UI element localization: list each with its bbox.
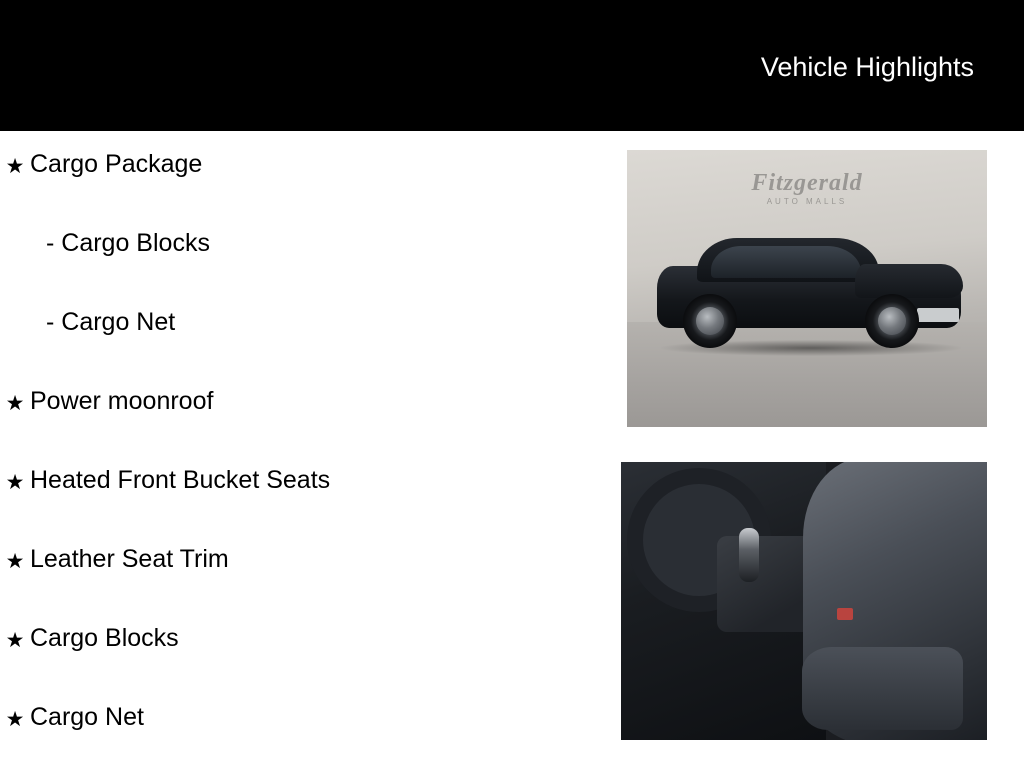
vehicle-illustration <box>649 232 969 357</box>
vehicle-wheel-front <box>865 294 919 348</box>
vehicle-exterior-photo <box>627 150 987 427</box>
list-item-label: - Cargo Blocks <box>46 229 210 257</box>
star-icon: ★ <box>5 708 25 731</box>
gear-shifter <box>739 528 759 582</box>
list-item <box>0 228 600 307</box>
list-item <box>0 623 600 702</box>
list-item-label: - Cargo Net <box>46 308 176 336</box>
vehicle-wheel-rear <box>683 294 737 348</box>
seat-cushion <box>802 647 963 730</box>
list-item-label: Heated Front Bucket Seats <box>30 466 331 494</box>
vehicle-interior-photo <box>621 462 987 740</box>
list-item-label: Cargo Blocks <box>30 624 179 652</box>
star-icon: ★ <box>5 629 25 652</box>
star-icon: ★ <box>5 471 25 494</box>
list-item-label: Power moonroof <box>30 387 214 415</box>
list-item <box>0 465 600 544</box>
list-item-label: Cargo Package <box>30 150 203 178</box>
list-item <box>0 149 600 228</box>
dealer-watermark-subtitle: AUTO MALLS <box>766 197 848 206</box>
star-icon: ★ <box>5 550 25 573</box>
seatbelt-buckle <box>837 608 853 620</box>
star-icon: ★ <box>5 392 25 415</box>
list-item <box>0 544 600 623</box>
list-item-label: Cargo Net <box>30 703 144 731</box>
list-item <box>0 307 600 386</box>
license-plate <box>917 308 959 322</box>
feature-list <box>0 131 600 781</box>
list-item <box>0 702 600 781</box>
page-title: Vehicle Highlights <box>760 52 974 82</box>
dealer-watermark-name: Fitzgerald <box>751 170 863 196</box>
list-item <box>0 386 600 465</box>
vehicle-windows <box>711 246 861 278</box>
star-icon: ★ <box>5 155 25 178</box>
page-content <box>0 131 1024 768</box>
vehicle-hood <box>855 264 963 298</box>
dealer-watermark <box>751 170 862 208</box>
page-header <box>0 0 1024 131</box>
list-item-label: Leather Seat Trim <box>30 545 229 573</box>
